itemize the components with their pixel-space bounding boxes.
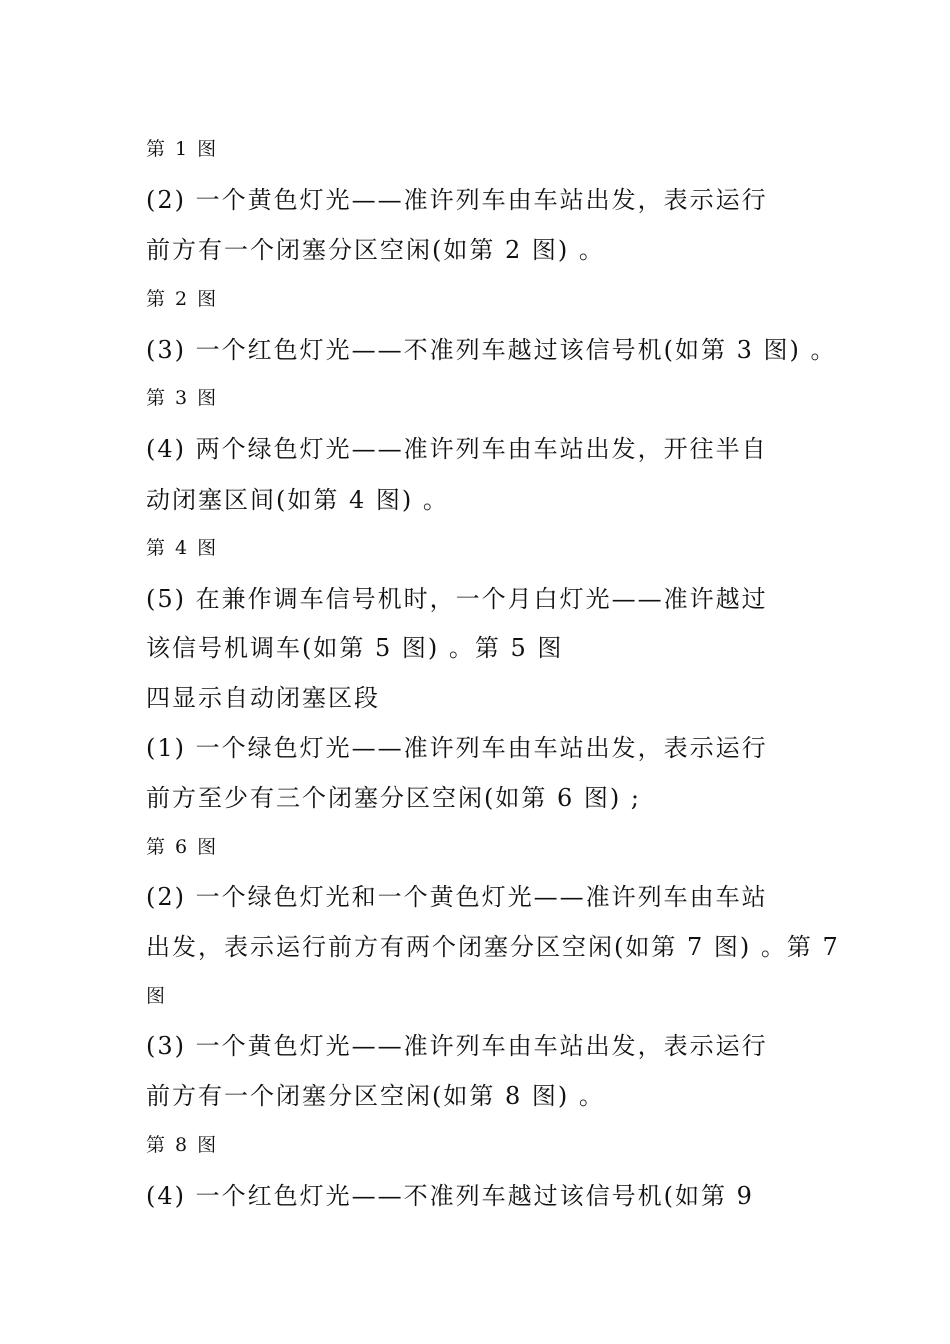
text-line: (4) 两个绿色灯光——准许列车由车站出发，开往半自 (146, 435, 768, 463)
text-line: (3) 一个红色灯光——不准列车越过该信号机(如第 3 图) 。 (146, 336, 837, 364)
figure-caption: 第 8 图 (146, 1134, 219, 1156)
text-line: 动闭塞区间(如第 4 图) 。 (146, 486, 449, 514)
text-line: 前方至少有三个闭塞分区空闲(如第 6 图) ; (146, 784, 641, 812)
text-line: 该信号机调车(如第 5 图) 。第 5 图 (146, 634, 564, 662)
text-line: 前方有一个闭塞分区空闲(如第 8 图) 。 (146, 1082, 605, 1110)
text-line: (4) 一个红色灯光——不准列车越过该信号机(如第 9 (146, 1182, 754, 1210)
figure-caption: 第 3 图 (146, 387, 219, 409)
figure-caption: 第 6 图 (146, 836, 219, 858)
figure-caption: 图 (146, 985, 168, 1007)
text-line: (3) 一个黄色灯光——准许列车由车站出发，表示运行 (146, 1032, 768, 1060)
text-line: 出发，表示运行前方有两个闭塞分区空闲(如第 7 图) 。第 7 (146, 933, 840, 961)
text-line: (2) 一个黄色灯光——准许列车由车站出发，表示运行 (146, 186, 768, 214)
section-heading: 四显示自动闭塞区段 (146, 684, 380, 712)
text-line: 前方有一个闭塞分区空闲(如第 2 图) 。 (146, 236, 605, 264)
figure-caption: 第 2 图 (146, 288, 219, 310)
text-line: (1) 一个绿色灯光——准许列车由车站出发，表示运行 (146, 734, 768, 762)
figure-caption: 第 1 图 (146, 138, 219, 160)
text-line: (2) 一个绿色灯光和一个黄色灯光——准许列车由车站 (146, 883, 768, 911)
figure-caption: 第 4 图 (146, 537, 219, 559)
text-line: (5) 在兼作调车信号机时，一个月白灯光——准许越过 (146, 585, 768, 613)
